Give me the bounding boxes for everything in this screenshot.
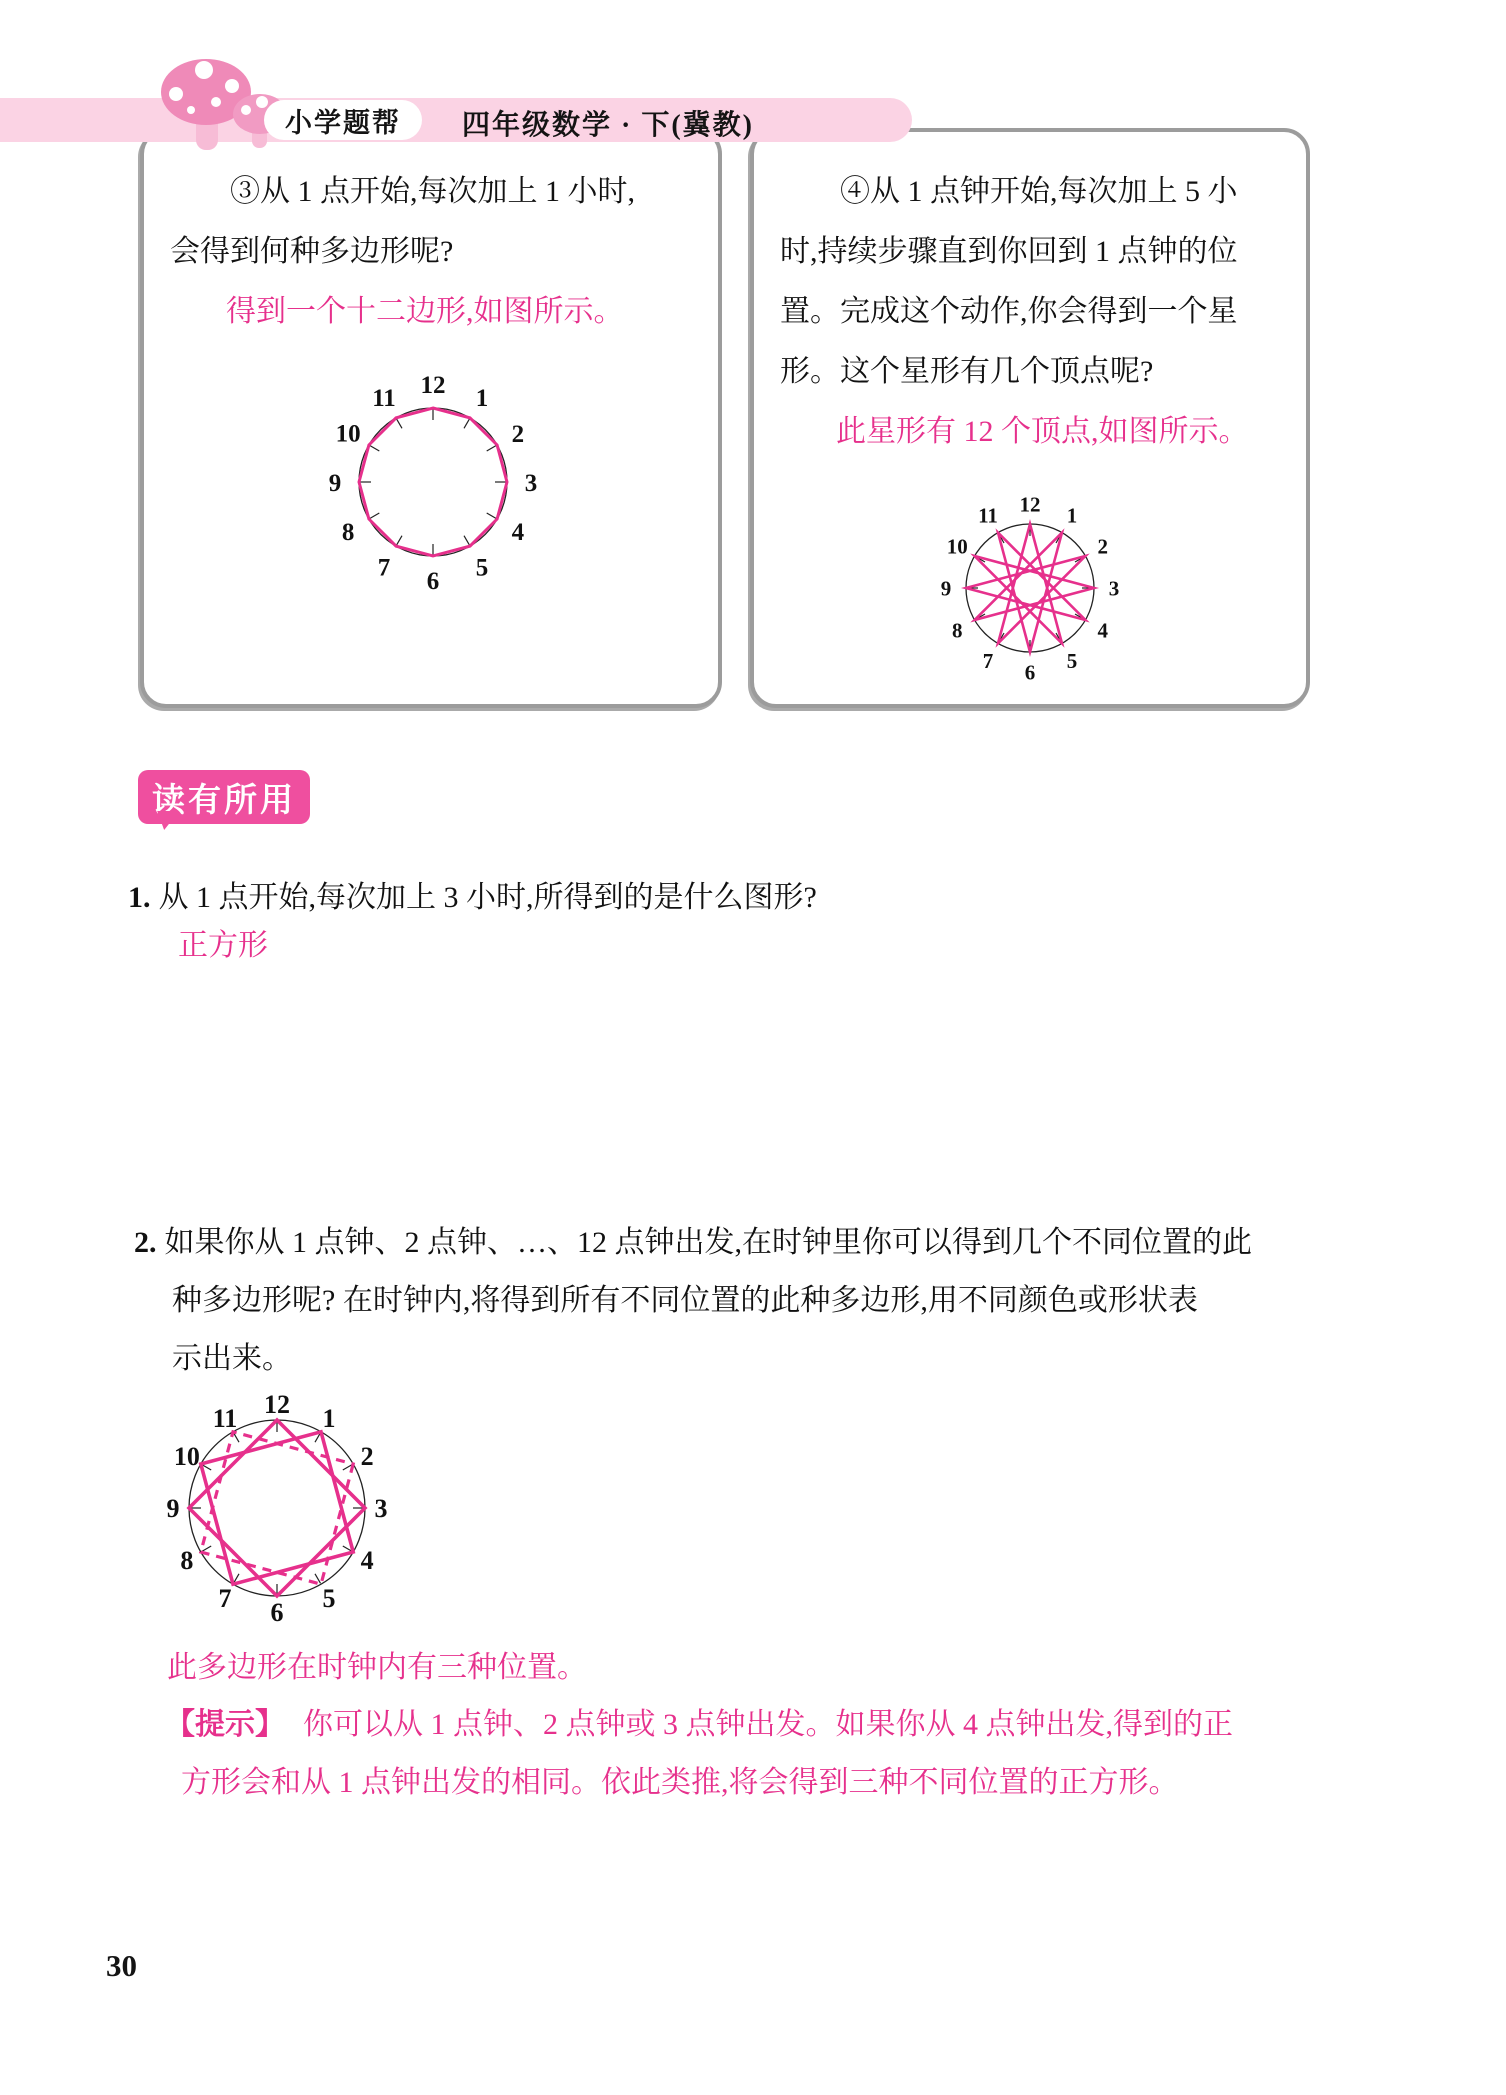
- svg-text:4: 4: [360, 1546, 374, 1576]
- svg-text:5: 5: [322, 1584, 336, 1614]
- edition-label: 四年级数学 · 下(冀教): [462, 110, 754, 141]
- svg-text:11: 11: [212, 1404, 238, 1433]
- problem-4-text: [754, 132, 1306, 462]
- problem-3-text: [144, 132, 718, 342]
- svg-text:5: 5: [475, 554, 489, 582]
- svg-text:10: 10: [173, 1442, 200, 1472]
- question-1-text: 从 1 点开始,每次加上 3 小时,所得到的是什么图形?: [158, 881, 817, 914]
- brand-label: 小学题帮: [285, 107, 401, 138]
- question-2-line-3: 示出来。: [172, 1342, 292, 1375]
- question-2-number: 2.: [134, 1226, 157, 1259]
- problem-3-answer: 得到一个十二边形,如图所示。: [226, 295, 624, 328]
- question-1: [128, 876, 817, 920]
- clock-squares-figure: [117, 1358, 437, 1658]
- question-2-line-2: 种多边形呢? 在时钟内,将得到所有不同位置的此种多边形,用不同颜色或形状表: [172, 1284, 1198, 1317]
- hint-line-2: 方形会和从 1 点钟出发的相同。依此类推,将会得到三种不同位置的正方形。: [181, 1766, 1179, 1799]
- hint-line-1: [165, 1703, 1233, 1747]
- problem-4-line-1: ④从 1 点钟开始,每次加上 5 小: [840, 175, 1238, 208]
- question-1-answer: 正方形: [178, 929, 268, 962]
- svg-text:12: 12: [1019, 492, 1041, 517]
- hint-line-1-text: 你可以从 1 点钟、2 点钟或 3 点钟出发。如果你从 4 点钟出发,得到的正: [303, 1708, 1233, 1741]
- svg-text:7: 7: [218, 1584, 232, 1614]
- svg-text:2: 2: [511, 420, 525, 448]
- svg-text:9: 9: [328, 469, 342, 497]
- svg-text:7: 7: [982, 649, 994, 674]
- svg-text:8: 8: [952, 618, 963, 643]
- svg-text:4: 4: [1097, 618, 1108, 643]
- page-number: 30: [106, 1948, 137, 1983]
- problem-4-answer: 此星形有 12 个顶点,如图所示。: [836, 415, 1249, 448]
- clock-star-figure: [890, 463, 1170, 713]
- problem-4-line-3: 置。完成这个动作,你会得到一个星: [780, 295, 1238, 328]
- svg-text:1: 1: [1066, 503, 1078, 528]
- svg-text:3: 3: [524, 469, 538, 497]
- problem-4-line-2: 时,持续步骤直到你回到 1 点钟的位: [780, 235, 1238, 268]
- svg-text:8: 8: [341, 518, 355, 546]
- svg-text:7: 7: [377, 554, 391, 582]
- question-2-line-1-text: 如果你从 1 点钟、2 点钟、…、12 点钟出发,在时钟里你可以得到几个不同位置的此: [164, 1226, 1252, 1259]
- svg-text:4: 4: [511, 518, 525, 546]
- svg-text:8: 8: [180, 1546, 194, 1576]
- svg-text:9: 9: [166, 1494, 180, 1524]
- svg-text:11: 11: [372, 384, 396, 412]
- problem-3-line-2: 会得到何种多边形呢?: [170, 235, 454, 268]
- svg-text:11: 11: [978, 503, 998, 528]
- question-2-line-1: [134, 1214, 1252, 1272]
- svg-text:12: 12: [264, 1390, 290, 1420]
- problem-3-line-1: ③从 1 点开始,每次加上 1 小时,: [230, 175, 635, 208]
- svg-text:2: 2: [1097, 534, 1108, 559]
- svg-text:6: 6: [1024, 660, 1036, 685]
- svg-text:1: 1: [322, 1404, 336, 1433]
- svg-text:10: 10: [335, 420, 361, 448]
- svg-text:6: 6: [426, 567, 440, 595]
- question-2-answer: 此多边形在时钟内有三种位置。: [167, 1651, 587, 1684]
- svg-text:3: 3: [1108, 576, 1120, 601]
- question-1-number: 1.: [128, 881, 151, 914]
- svg-text:2: 2: [360, 1442, 374, 1472]
- svg-text:9: 9: [940, 576, 952, 601]
- clock-dodecagon-figure: [273, 347, 593, 617]
- mushroom-logo-icon: [158, 52, 290, 152]
- svg-text:3: 3: [374, 1494, 388, 1524]
- header-bar: [0, 98, 912, 142]
- svg-text:5: 5: [1066, 649, 1078, 674]
- section-badge-label: 读有所用: [152, 780, 296, 818]
- section-badge: [138, 770, 310, 824]
- svg-text:1: 1: [475, 384, 489, 412]
- problem-4-line-4: 形。这个星形有几个顶点呢?: [780, 355, 1154, 388]
- svg-text:6: 6: [270, 1598, 284, 1628]
- hint-label: 【提示】: [165, 1708, 285, 1741]
- brand-badge: [264, 100, 422, 140]
- svg-text:12: 12: [420, 371, 446, 399]
- svg-text:10: 10: [946, 534, 968, 559]
